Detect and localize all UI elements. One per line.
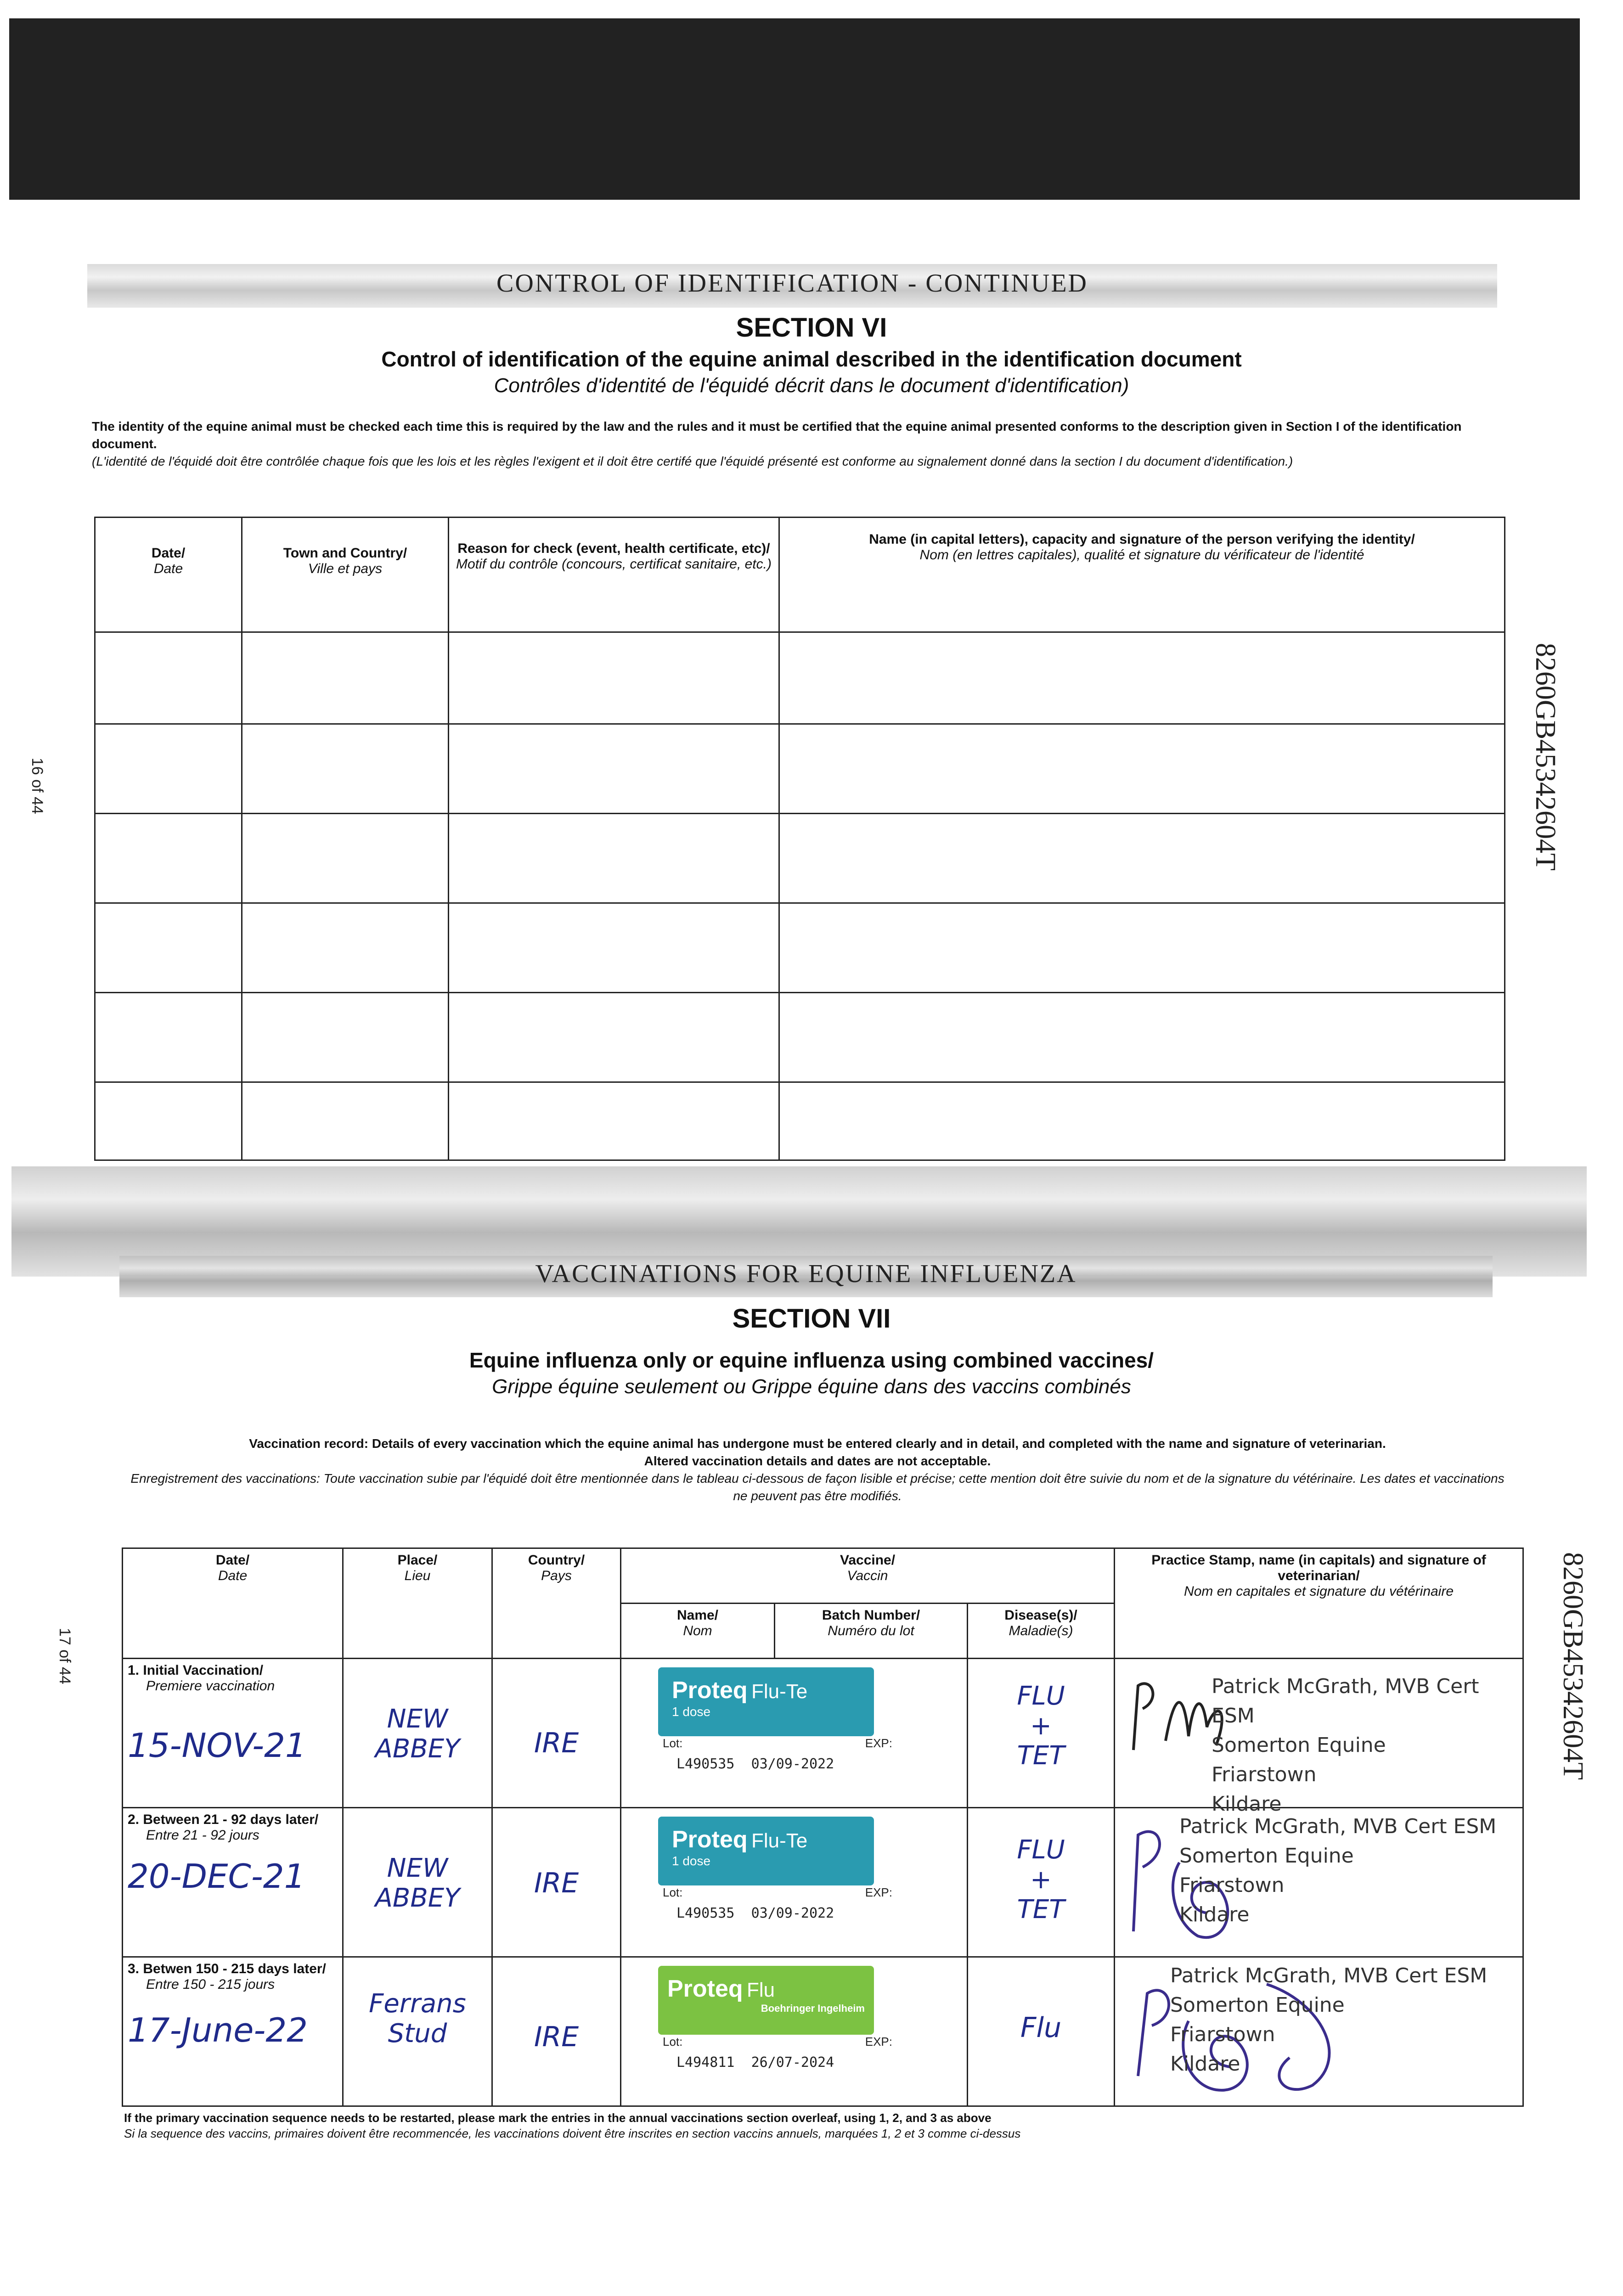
empty-cell[interactable] (779, 993, 1505, 1082)
row-label-fr: Entre 150 - 215 jours (146, 1977, 275, 1992)
handwritten-date: 20-DEC-21 (128, 1857, 305, 1896)
vaccine-brand: Proteq (667, 1975, 743, 2002)
lot-row: Lot: EXP: (663, 1736, 892, 1750)
table-row (95, 632, 1505, 724)
row-label: 1. Initial Vaccination/ (128, 1663, 264, 1678)
row-label-fr: Premiere vaccination (146, 1678, 275, 1694)
table-row (95, 903, 1505, 993)
handwritten-place: NEW (387, 1704, 448, 1734)
vac-vet-header: Practice Stamp, name (in capitals) and signature of veterinarian/ Nom en capitales et signature du vétérinaire (1115, 1548, 1523, 1659)
handwritten-country: IRE (534, 1727, 579, 1759)
vaccine-sticker (658, 1966, 874, 2035)
handwritten-place: NEW (387, 1853, 448, 1883)
section6-intro-en: The identity of the equine animal must be checked each time this is required by the law and the rules and it must be certified that the equine animal presented conforms to the description given in Section I of the identification document. (92, 419, 1462, 451)
redaction-bar (9, 18, 1580, 200)
lot-row: Lot: EXP: (663, 1885, 892, 1899)
empty-cell[interactable] (95, 814, 242, 903)
section7-banner: VACCINATIONS FOR EQUINE INFLUENZA (535, 1260, 1077, 1288)
vac-place-header: Place/ Lieu (343, 1548, 492, 1659)
vac-label-cell (621, 1808, 968, 1957)
section7-intro-en2: Altered vaccination details and dates are not acceptable. (644, 1454, 991, 1468)
empty-cell[interactable] (449, 993, 779, 1082)
vac-place-cell (343, 1808, 492, 1957)
empty-cell[interactable] (242, 724, 449, 814)
col-town-header: Town and Country/ Ville et pays (242, 518, 449, 632)
section6-subtitle-fr: Contrôles d'identité de l'équidé décrit dans le document d'identification) (494, 374, 1129, 397)
vac-disease-cell (968, 1659, 1115, 1808)
handwritten-place: Ferrans (369, 1989, 466, 2019)
empty-cell[interactable] (779, 724, 1505, 814)
vaccine-name: Flu-Te (751, 1680, 808, 1703)
vac-label-cell (621, 1659, 968, 1808)
section6-subtitle: Control of identification of the equine animal described in the identification document (381, 347, 1242, 371)
empty-cell[interactable] (449, 724, 779, 814)
empty-cell[interactable] (242, 1082, 449, 1160)
handwritten-place: ABBEY (375, 1734, 460, 1764)
vaccine-dose: 1 dose (672, 1854, 711, 1868)
handwritten-date: 15-NOV-21 (128, 1726, 306, 1765)
section7-intro-en: Vaccination record: Details of every vaccination which the equine animal has undergone must be entered clearly and in detail, and completed with the name and signature of veterinarian. (249, 1436, 1386, 1451)
table-row (95, 993, 1505, 1082)
empty-cell[interactable] (449, 814, 779, 903)
lot-values: L490535 03/09-2022 (676, 1905, 834, 1921)
identity-check-table (94, 517, 1505, 1161)
identity-check-header-row (95, 518, 1505, 632)
vac-date-header: Date/ Date (123, 1548, 343, 1659)
empty-cell[interactable] (449, 1082, 779, 1160)
vac-date-cell (123, 1808, 343, 1957)
section7-footnote (124, 2110, 1502, 2141)
table-row (95, 814, 1505, 903)
col-date-header: Date/ Date (95, 518, 242, 632)
footnote-en: If the primary vaccination sequence needs to be restarted, please mark the entries in the annual vaccinations section overleaf, using 1, 2, and 3 as above (124, 2111, 992, 2125)
vet-stamp: Patrick McGrath, MVB Cert ESM Somerton Equine Friarstown Kildare (1170, 1964, 1488, 2076)
vac-disease-cell (968, 1808, 1115, 1957)
lot-row: Lot: EXP: (663, 2035, 892, 2048)
lot-values: L490535 03/09-2022 (676, 1756, 834, 1772)
footnote-fr: Si la sequence des vaccins, primaires doivent être recommencée, les vaccinations doivent être inscrites en section vaccins annuels, marquées 1, 2 et 3 comme ci-dessus (124, 2127, 1021, 2140)
handwritten-disease: + (1030, 1865, 1052, 1895)
section7-subtitle: Equine influenza only or equine influenza using combined vaccines/ (469, 1348, 1154, 1372)
vac-vet-cell (1115, 1808, 1523, 1957)
section6-banner: CONTROL OF IDENTIFICATION - CONTINUED (496, 269, 1088, 298)
row-label: 3. Betwen 150 - 215 days later/ (128, 1961, 326, 1976)
vac-disease-header: Disease(s)/ Maladie(s) (968, 1604, 1115, 1659)
empty-cell[interactable] (449, 632, 779, 724)
handwritten-disease: FLU (1017, 1835, 1065, 1865)
vac-vaccine-header: Vaccine/ Vaccin (621, 1548, 1115, 1604)
vaccine-manufacturer: Boehringer Ingelheim (761, 2003, 865, 2014)
section6-intro-fr: (L'identité de l'équidé doit être contrôlée chaque fois que les lois et les règles l'exigent et il doit être certifé que l'équidé présenté est conforme au signalement donné dans la section I du document d'identification.) (92, 454, 1293, 468)
empty-cell[interactable] (95, 903, 242, 993)
section6-title: SECTION VI (736, 313, 887, 343)
vaccine-dose: 1 dose (672, 1705, 711, 1719)
row-label: 2. Between 21 - 92 days later/ (128, 1812, 319, 1827)
empty-cell[interactable] (779, 632, 1505, 724)
handwritten-country: IRE (534, 2021, 579, 2053)
section7-intro-fr: Enregistrement des vaccinations: Toute vaccination subie par l'équidé doit être mentionnée dans le tableau ci-dessous de façon lisible et précise; cette mention doit être suivie du nom et de la signature du vétérinaire. Les dates et vaccinations ne peuvent pas être modifiés. (130, 1471, 1505, 1503)
vet-stamp: Patrick McGrath, MVB Cert ESM Somerton Equine Friarstown Kildare (1179, 1815, 1497, 1926)
vac-country-cell (492, 1957, 621, 2106)
col-verifier-header: Name (in capital letters), capacity and signature of the person verifying the identity/ Nom (en lettres capitales), qualité et signature du vérificateur de l'identité (779, 518, 1505, 632)
vac-date-cell (123, 1957, 343, 2106)
handwritten-place: ABBEY (375, 1883, 460, 1913)
vaccine-name: Flu-Te (751, 1829, 808, 1852)
vac-place-cell (343, 1659, 492, 1808)
handwritten-place: Stud (388, 2019, 447, 2048)
handwritten-disease: FLU (1017, 1681, 1065, 1711)
section6-intro (92, 418, 1479, 470)
vac-country-cell (492, 1808, 621, 1957)
handwritten-date: 17-June-22 (128, 2011, 308, 2049)
empty-cell[interactable] (242, 814, 449, 903)
empty-cell[interactable] (779, 814, 1505, 903)
page-number-17: 17 of 44 (56, 1628, 73, 1684)
document-number-lower: 8260GB45342604T (1557, 1552, 1589, 1780)
row-label-fr: Entre 21 - 92 jours (146, 1828, 259, 1843)
vac-disease-cell (968, 1957, 1115, 2106)
empty-cell[interactable] (95, 724, 242, 814)
handwritten-disease: + (1030, 1711, 1052, 1741)
table-row (95, 724, 1505, 814)
vac-country-header: Country/ Pays (492, 1548, 621, 1659)
vac-batch-header: Batch Number/ Numéro du lot (775, 1604, 968, 1659)
vet-stamp: Patrick McGrath, MVB Cert ESM Somerton Equine Friarstown Kildare (1212, 1675, 1479, 1816)
vac-vet-cell (1115, 1659, 1523, 1816)
vaccine-sticker (658, 1817, 874, 1885)
table-row (123, 1659, 1523, 1808)
vac-place-cell (343, 1957, 492, 2106)
empty-cell[interactable] (779, 1082, 1505, 1160)
empty-cell[interactable] (95, 632, 242, 724)
vac-vet-cell (1115, 1957, 1523, 2106)
section7-intro (124, 1435, 1511, 1505)
vaccine-sticker (658, 1667, 874, 1736)
vac-name-header: Name/ Nom (621, 1604, 775, 1659)
empty-cell[interactable] (449, 903, 779, 993)
section7-subtitle-fr: Grippe équine seulement ou Grippe équine dans des vaccins combinés (492, 1375, 1131, 1398)
vaccination-table (122, 1548, 1524, 2107)
empty-cell[interactable] (242, 903, 449, 993)
table-row (123, 1808, 1523, 1957)
vac-date-cell (123, 1659, 343, 1808)
handwritten-disease: Flu (1020, 2012, 1062, 2044)
lot-values: L494811 26/07-2024 (676, 2054, 834, 2071)
handwritten-country: IRE (534, 1867, 579, 1899)
empty-cell[interactable] (95, 1082, 242, 1160)
page-number-16: 16 of 44 (28, 758, 46, 814)
col-reason-header: Reason for check (event, health certificate, etc)/ Motif du contrôle (concours, certificat sanitaire, etc.) (449, 518, 779, 632)
table-row (95, 1082, 1505, 1160)
empty-cell[interactable] (242, 632, 449, 724)
vaccine-name: Flu (747, 1979, 775, 2001)
section7-title: SECTION VII (732, 1304, 891, 1334)
handwritten-disease: TET (1017, 1895, 1065, 1925)
vaccine-brand: Proteq (672, 1826, 748, 1853)
table-row (123, 1957, 1523, 2106)
vaccination-header-row (123, 1548, 1523, 1604)
empty-cell[interactable] (95, 993, 242, 1082)
empty-cell[interactable] (242, 993, 449, 1082)
handwritten-disease: TET (1017, 1741, 1065, 1771)
vac-label-cell (621, 1957, 968, 2106)
empty-cell[interactable] (779, 903, 1505, 993)
vaccine-brand: Proteq (672, 1677, 748, 1704)
document-number-upper: 8260GB45342604T (1530, 643, 1561, 871)
vac-country-cell (492, 1659, 621, 1808)
